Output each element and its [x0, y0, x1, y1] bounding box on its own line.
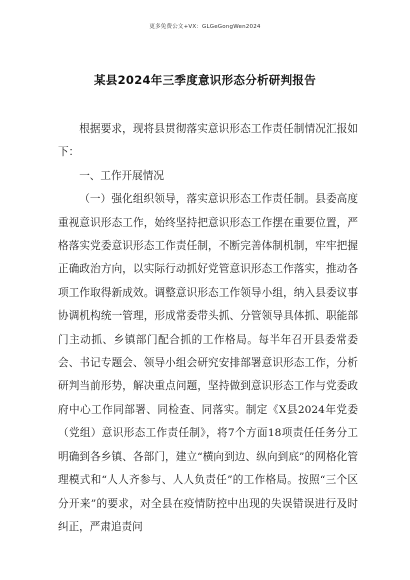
section-heading: 一、工作开展情况: [79, 169, 164, 182]
document-body: [58, 118, 358, 539]
header-note: 更多免费公文+VX：GLGeGongWen2024: [149, 24, 261, 30]
intro-paragraph: 根据要求，现将县贯彻落实意识形态工作责任制情况汇报如下：: [58, 123, 358, 159]
body-paragraph: （一）强化组织领导，落实意识形态工作责任制。县委高度重视意识形态工作，始终坚持把意识形态工作摆在重要位置，严格落实党委意识形态工作责任制，不断完善体制机制，牢牢把握正确政治方向，以实际行动抓好党管意识形态工作落实，推动各项工作取得新成效。调整意识形态工作领导小组，纳入县委议事协调机构统一管理，形成常委带头抓、分管领导具体抓、职能部门主动抓、乡镇部门配合抓的工作格局。每半年召开县委常委会、书记专题会、领导小组会研究安排部署意识形态工作，分析研判当前形势，解决重点问题，坚持做到意识形态工作与党委政府中心工作同部署、同检查、同落实。制定《X县2024年党委（党组）意识形态工作责任制》，将7个方面18项责任任务分工明确到各乡镇、各部门，建立“横向到边、纵向到底”的网格化管理模式和“人人齐参与、人人负责任”的工作格局。按照“三个区分开来”的要求，对全县在疫情防控中出现的失误错误进行及时纠正，严肃追责问: [58, 193, 358, 533]
document-title: 某县2024年三季度意识形态分析研判报告: [93, 73, 316, 87]
